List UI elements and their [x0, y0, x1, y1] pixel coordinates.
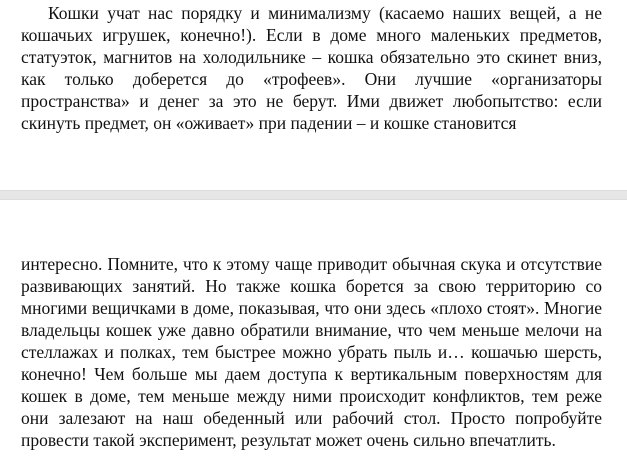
paragraph-page-2: интересно. Помните, что к этому чаще приводит обычная скука и отсутствие развивающих занятий. Но также кошка борется за свою территорию со многими вещичками в доме, показывая, что они здесь «плохо стоят». Многие владельцы кошек уже давно обратили внимание, что чем меньше мелочи на стеллажах и полках, тем быстрее можно убрать пыль и… кошачью шерсть, конечно! Чем больше мы даем доступа к вертикальным поверхностям для кошек в доме, тем меньше между ними происходит конфликтов, тем реже они залезают на наш обеденный или рабочий стол. Просто попробуйте провести такой эксперимент, результат может очень сильно впечатлить.: [21, 254, 602, 450]
page-break: [0, 190, 627, 200]
paragraph-page-1: Кошки учат нас порядку и минимализму (касаемо наших вещей, а не кошачьих игрушек, конечно!). Если в доме много маленьких предметов, статуэток, магнитов на холодильнике – кошка обязательно это скинет вниз, как только доберется до «трофеев». Они лучшие «организаторы пространства» и денег за это не берут. Ими движет любопытство: если скинуть предмет, он «оживает» при падении – и кошке становится: [21, 3, 602, 133]
document-page-1: [0, 0, 627, 190]
